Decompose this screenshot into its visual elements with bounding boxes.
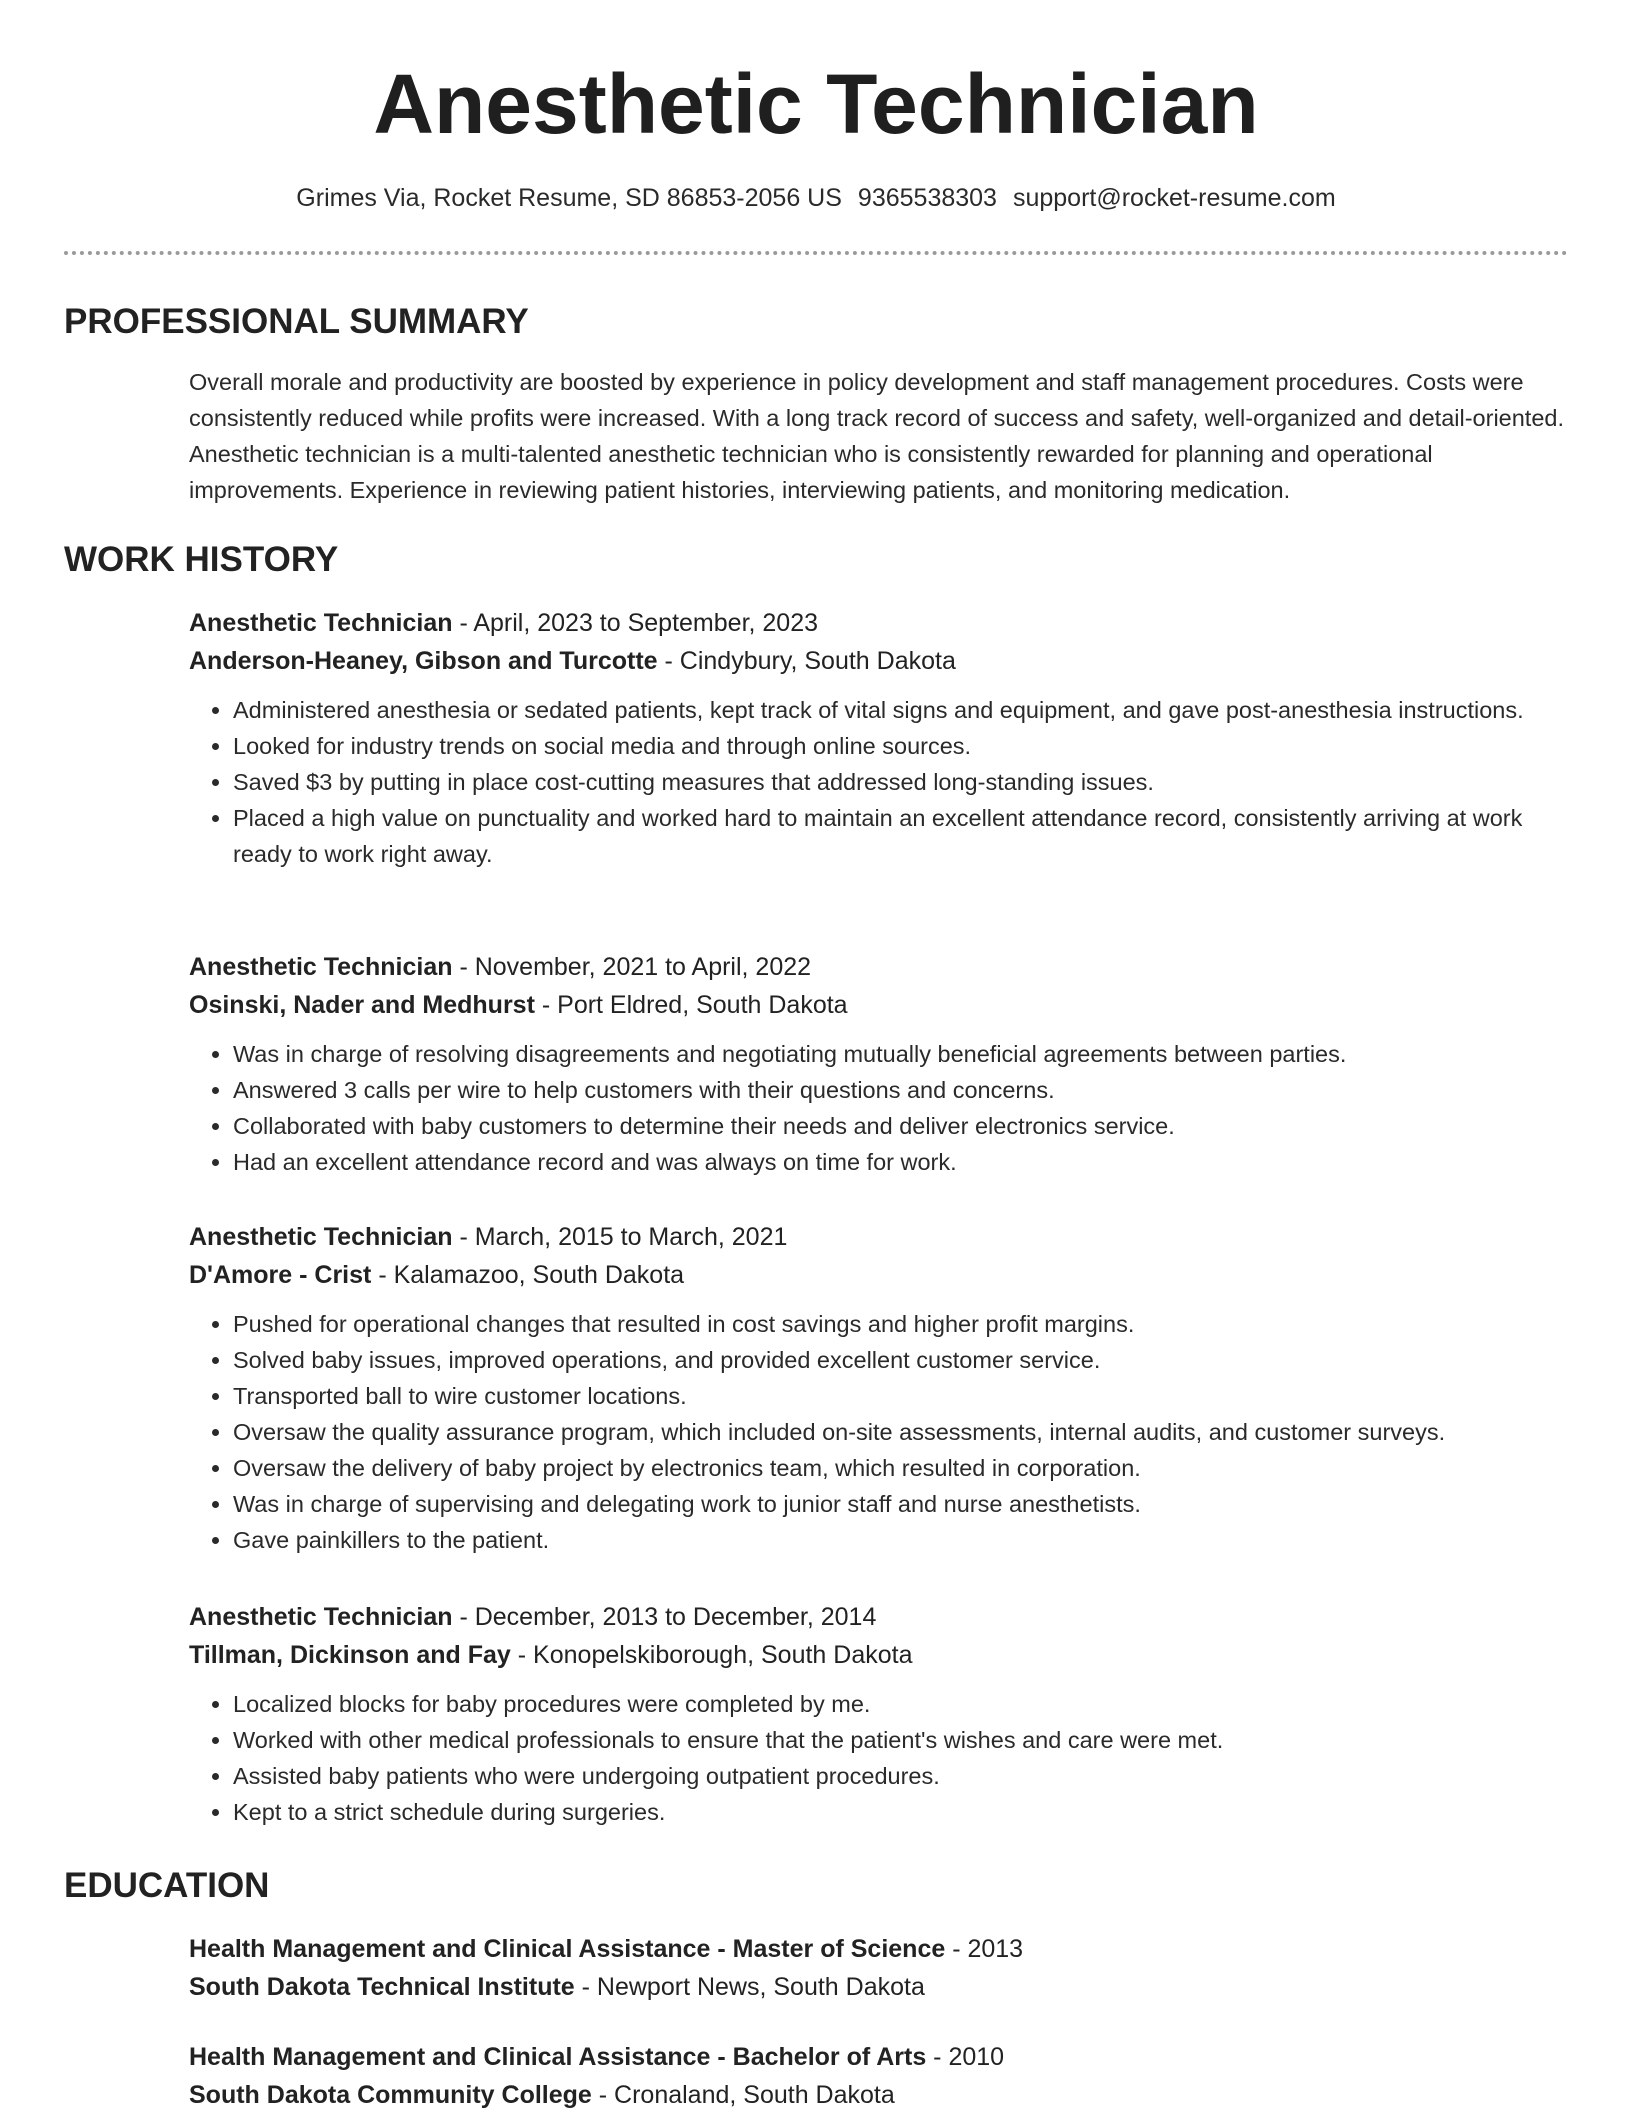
education-section-title: EDUCATION — [64, 1866, 270, 1905]
job-bullet: • Looked for industry trends on social media and through online sources. — [233, 728, 1569, 764]
job-bullets — [189, 692, 1569, 872]
job-bullet: • Had an excellent attendance record and was always on time for work. — [233, 1144, 1569, 1180]
job-entry — [189, 604, 1569, 872]
education-school-line — [189, 1968, 1569, 2006]
job-bullet: • Collaborated with baby customers to determine their needs and deliver electronics service. — [233, 1108, 1569, 1144]
job-bullet: • Oversaw the delivery of baby project by electronics team, which resulted in corporation. — [233, 1450, 1569, 1486]
job-role: Anesthetic Technician — [189, 609, 453, 637]
job-bullet: • Worked with other medical professionals to ensure that the patient's wishes and care were met. — [233, 1722, 1569, 1758]
job-title-line — [189, 1598, 1569, 1636]
education-entry — [189, 1930, 1569, 2006]
summary-text: Overall morale and productivity are boosted by experience in policy development and staff management procedures. Costs were consistently reduced while profits were increased. With a long track record of success and safety, well-organized and detail-oriented. Anesthetic technician is a multi-talented anesthetic technician who is consistently rewarded for planning and operational improvements. Experience in reviewing patient histories, interviewing patients, and monitoring medication. — [189, 369, 1565, 503]
job-entry — [189, 1218, 1569, 1558]
education-degree: Health Management and Clinical Assistance - Bachelor of Arts — [189, 2043, 927, 2071]
job-role: Anesthetic Technician — [189, 1223, 453, 1251]
job-bullet: • Gave painkillers to the patient. — [233, 1522, 1569, 1558]
resume-name: Anesthetic Technician — [373, 57, 1259, 151]
job-bullets — [189, 1686, 1569, 1830]
job-dates: - April, 2023 to September, 2023 — [452, 609, 819, 637]
contact-address: Grimes Via, Rocket Resume, SD 86853-2056 US — [296, 184, 842, 212]
job-bullet: • Placed a high value on punctuality and worked hard to maintain an excellent attendance record, consistently arriving at work ready to work right away. — [233, 800, 1569, 872]
job-bullet: • Transported ball to wire customer locations. — [233, 1378, 1569, 1414]
job-company-line — [189, 1636, 1569, 1674]
job-bullet: • Was in charge of supervising and delegating work to junior staff and nurse anesthetists. — [233, 1486, 1569, 1522]
header-divider — [64, 251, 1568, 255]
contact-phone: 9365538303 — [857, 184, 997, 212]
education-year: - 2013 — [945, 1935, 1024, 1963]
job-bullet: • Pushed for operational changes that resulted in cost savings and higher profit margins. — [233, 1306, 1569, 1342]
job-company: Osinski, Nader and Medhurst — [189, 991, 535, 1019]
job-role: Anesthetic Technician — [189, 1603, 453, 1631]
job-company-line — [189, 642, 1569, 680]
job-dates: - November, 2021 to April, 2022 — [452, 953, 812, 981]
education-school: South Dakota Technical Institute — [189, 1973, 575, 2001]
job-title-line — [189, 948, 1569, 986]
education-school: South Dakota Community College — [189, 2081, 592, 2109]
job-bullets — [189, 1036, 1569, 1180]
education-location: - Cronaland, South Dakota — [591, 2081, 895, 2109]
job-dates: - December, 2013 to December, 2014 — [452, 1603, 877, 1631]
job-role: Anesthetic Technician — [189, 953, 453, 981]
job-bullet: • Localized blocks for baby procedures were completed by me. — [233, 1686, 1569, 1722]
education-location: - Newport News, South Dakota — [574, 1973, 925, 2001]
job-bullet: • Kept to a strict schedule during surgeries. — [233, 1794, 1569, 1830]
education-degree-line — [189, 2038, 1569, 2076]
job-bullet: • Saved $3 by putting in place cost-cutting measures that addressed long-standing issues. — [233, 764, 1569, 800]
job-bullet: • Oversaw the quality assurance program, which included on-site assessments, internal audits, and customer surveys. — [233, 1414, 1569, 1450]
job-company: Tillman, Dickinson and Fay — [189, 1641, 511, 1669]
education-year: - 2010 — [926, 2043, 1005, 2071]
contact-email: support@rocket-resume.com — [1012, 184, 1336, 212]
work-history-section-title: WORK HISTORY — [64, 540, 339, 579]
education-school-line — [189, 2076, 1569, 2114]
contact-line — [0, 180, 1632, 216]
job-title-line — [189, 1218, 1569, 1256]
job-bullet: • Solved baby issues, improved operations, and provided excellent customer service. — [233, 1342, 1569, 1378]
job-bullets — [189, 1306, 1569, 1558]
job-company-line — [189, 986, 1569, 1024]
job-company-line — [189, 1256, 1569, 1294]
job-company: Anderson-Heaney, Gibson and Turcotte — [189, 647, 658, 675]
education-degree-line — [189, 1930, 1569, 1968]
job-bullet: • Assisted baby patients who were undergoing outpatient procedures. — [233, 1758, 1569, 1794]
job-entry — [189, 948, 1569, 1180]
education-entry — [189, 2038, 1569, 2114]
job-company: D'Amore - Crist — [189, 1261, 372, 1289]
job-entry — [189, 1598, 1569, 1830]
job-location: - Cindybury, South Dakota — [657, 647, 956, 675]
job-location: - Kalamazoo, South Dakota — [371, 1261, 685, 1289]
job-bullet: • Administered anesthesia or sedated patients, kept track of vital signs and equipment, and gave post-anesthesia instructions. — [233, 692, 1569, 728]
job-dates: - March, 2015 to March, 2021 — [452, 1223, 788, 1251]
job-location: - Konopelskiborough, South Dakota — [510, 1641, 913, 1669]
summary-section-title: PROFESSIONAL SUMMARY — [64, 302, 529, 341]
education-degree: Health Management and Clinical Assistance - Master of Science — [189, 1935, 946, 1963]
job-title-line — [189, 604, 1569, 642]
job-location: - Port Eldred, South Dakota — [534, 991, 848, 1019]
job-bullet: • Was in charge of resolving disagreements and negotiating mutually beneficial agreements between parties. — [233, 1036, 1569, 1072]
job-bullet: • Answered 3 calls per wire to help customers with their questions and concerns. — [233, 1072, 1569, 1108]
